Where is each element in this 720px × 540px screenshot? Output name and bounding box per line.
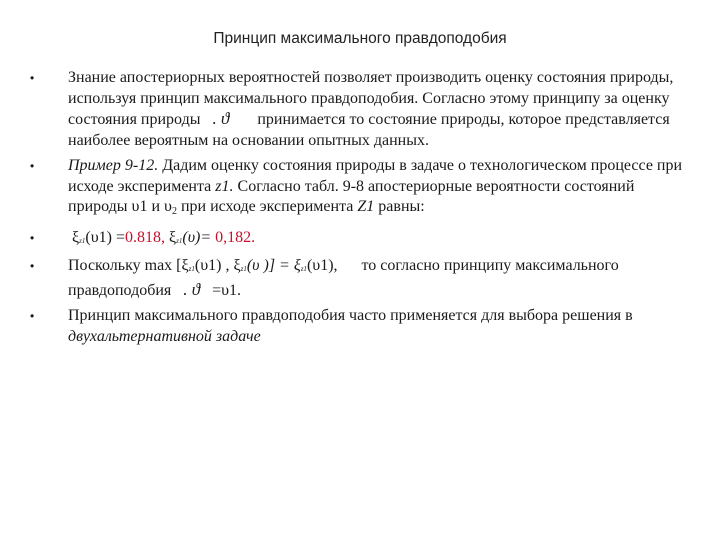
bullet-dot-icon: • xyxy=(30,259,35,273)
text: принимается то состояние природы, которое представляется наиболее вероятным на основании опытных данных. xyxy=(68,111,670,149)
bullet-item xyxy=(30,228,690,252)
subscript: z1 xyxy=(240,265,247,273)
value: 0,182. xyxy=(215,228,256,246)
emphasis: двухальтернативной задаче xyxy=(68,327,261,345)
xi-symbol: ξ xyxy=(168,228,177,246)
xi-symbol: ξ xyxy=(72,228,80,246)
page-title: Принцип максимального правдоподобия xyxy=(213,30,507,47)
bullet-item xyxy=(30,68,690,151)
bullet-dot-icon: • xyxy=(30,71,35,85)
text: равны: xyxy=(378,198,425,215)
text: Дадим оценку состояния природы в задаче о технологическом процессе при исходе эксперимента xyxy=(68,157,683,195)
text: (υ)= xyxy=(182,228,212,246)
subscript: z1 xyxy=(79,236,86,245)
subscript: 2 xyxy=(171,206,177,217)
subscript: z1 xyxy=(300,265,307,273)
subscript: z1 xyxy=(188,265,195,273)
text: Поскольку max [ξ xyxy=(68,257,189,274)
text: Согласно табл. 9-8 апостериорные вероятности состояний природы υ1 и υ xyxy=(68,177,635,215)
bullet-dot-icon: • xyxy=(30,230,35,245)
bullet-dot-icon: • xyxy=(30,309,35,323)
text: то согласно принципу максимального правдоподобия xyxy=(68,257,619,299)
bullet-item xyxy=(30,306,690,347)
text: (υ1), xyxy=(306,257,338,274)
value: 0.818, xyxy=(124,228,165,246)
theta-symbol: . ϑ xyxy=(212,109,230,128)
text: (υ1) = xyxy=(85,228,125,246)
text: при исходе эксперимента xyxy=(180,198,354,215)
subscript: z1 xyxy=(176,236,183,245)
text: Принцип максимального правдоподобия часто применяется для выбора решения в xyxy=(68,307,633,324)
theta-symbol: . ϑ xyxy=(183,279,201,299)
text: Знание апостериорных вероятностей позволяет производить оценку состояния природы, используя принцип максимального правдоподобия. Согласно этому принципу за оценку состояния природы xyxy=(68,69,674,128)
bullet-dot-icon: • xyxy=(30,159,35,173)
variable: Z1 xyxy=(357,198,375,215)
text: =υ1. xyxy=(212,281,242,299)
example-label: Пример 9-12. xyxy=(68,157,159,174)
variable: z1. xyxy=(215,177,234,195)
bullet-item xyxy=(30,156,690,223)
bullet-item xyxy=(30,256,690,301)
text: (υ )] = ξ xyxy=(246,257,301,274)
bullet-list xyxy=(30,68,690,352)
text: (υ1) , ξ xyxy=(194,257,241,274)
